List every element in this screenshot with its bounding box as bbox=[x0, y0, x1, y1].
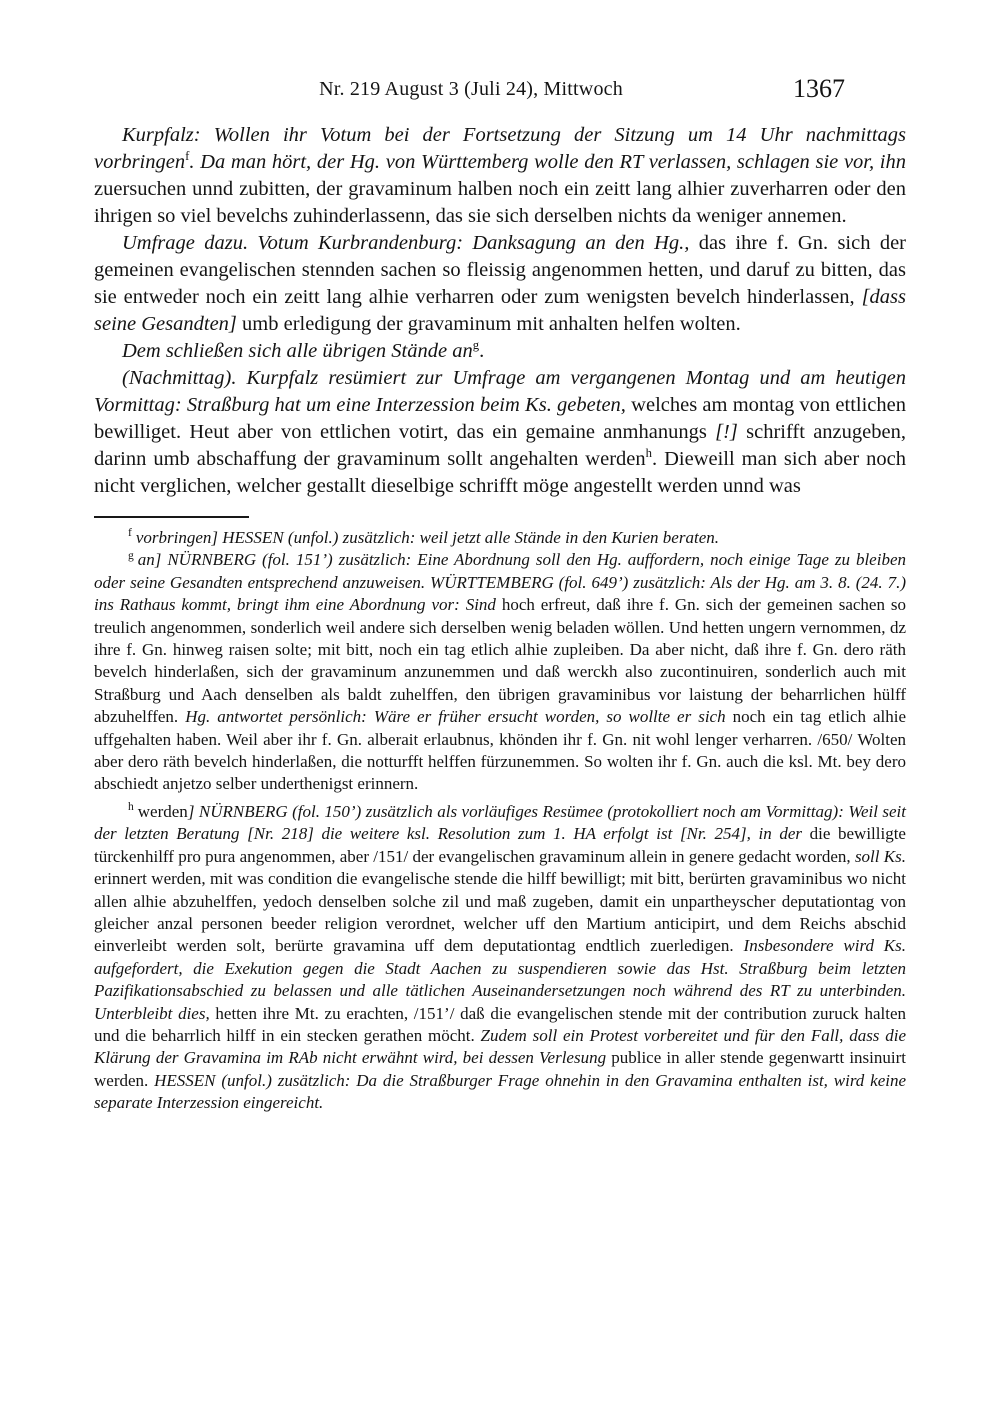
text-segment: noch ein tag etlich alhie uffgehalten haben. Weil aber ihr f. Gn. alberait erlaubnus, khönden ihr f. Gn. nit wohl lenger verharren. /650/ Wolten aber dero räth bevelch hinderlaßen, die notturfft helffen fürzunemmen. So wolten ihr f. Gn. auch die ksl. Mt. bey dero abschiedt anjetzo selber underthenigst erinnern. bbox=[94, 707, 907, 794]
text-segment: an] NÜRNBERG (fol. 151’) zusätzlich: Eine Abordnung soll den Hg. auffordern, noch einige Tage zu bleiben oder seine Gesandten entsprechend anzuweisen. WÜRTTEMBERG (fol. 649’) zusätzlich: Als der Hg. am 3. 8. (24. 7.) ins Rathaus kommt, bringt ihm eine Abordnung vor: Sind bbox=[94, 550, 906, 615]
footnote-g bbox=[94, 549, 906, 795]
paragraph bbox=[94, 338, 906, 365]
paragraph bbox=[94, 122, 906, 230]
text-segment: Zudem soll ein Protest vorbereitet und für den Fall, dass die Klärung der Gravamina im RAb nicht erwähnt wird, bei dessen Verlesung bbox=[94, 1025, 906, 1068]
text-segment: . Da man hört, der Hg. von Württemberg wolle den RT verlassen, schlagen sie vor, ihn bbox=[189, 151, 906, 173]
text-segment: soll Ks. bbox=[854, 846, 906, 866]
text-segment: hetten ihre Mt. zu erachten, /151’/ daß die evangelischen stende mit der contribution zuruck halten und die beharrlich hilff in ein stecken gerathen möcht. bbox=[94, 1003, 906, 1045]
text-segment: [dass seine Gesandten] bbox=[94, 286, 906, 335]
text-segment: Umfrage dazu. Votum Kurbrandenburg: Danksagung an den Hg., bbox=[122, 232, 690, 254]
text-segment: die bewilligte türckenhilff pro pura angenommen, aber /151/ der evangelischen gravaminum allein in genere gedacht worden, bbox=[94, 824, 906, 866]
text-segment: (Nachmittag). Kurpfalz resümiert zur Umfrage am vergangenen Montag und am heutigen Vormittag: Straßburg hat um eine Interzession beim Ks. gebeten, bbox=[94, 367, 906, 416]
text-segment: publice in aller stende gegenwartt insinuirt werden. bbox=[94, 1048, 906, 1090]
footnote-f bbox=[94, 527, 906, 549]
main-text bbox=[94, 122, 906, 500]
text-segment: Insbesondere wird Ks. aufgefordert, die Exekution gegen die Stadt Aachen zu suspendieren sowie das Hst. Straßburg beim letzten Pazifikationsabschied zu belassen und alle tätlichen Auseinandersetzungen noch während des RT zu unterbinden. Unterbleibt dies, bbox=[94, 936, 906, 1023]
text-segment: hoch erfreut, daß ihre f. Gn. sich der gemeinen sachen so treulich angenommen, sonderlich weil andere sich derselben wenig beladen wöllen. Und hetten ungern vernommen, dz ihre f. Gn. hinweg raisen solte; mit bitt, noch ein tag etlich alhie zupleiben. Da aber nicht, daß ihre f. Gn. dero räth bevelch hinderlaßen, sich der gravaminum anzunemmen und daß werckh also zucontinuiren, sonderlich auch mit Straßburg und Aach denselben als baldt zuhelffen, den übrigen gravaminibus vor laistung der beharrlichen hülff abzuhelffen. bbox=[94, 595, 906, 727]
text-segment: Hg. antwortet persönlich: Wäre er früher ersucht worden, so wollte er sich bbox=[185, 707, 733, 727]
footnote-reference-mark: g bbox=[472, 338, 480, 353]
text-segment: vorbringen] HESSEN (unfol.) zusätzlich: weil jetzt alle Stände in den Kurien beraten. bbox=[135, 528, 719, 547]
footnote-marker: f bbox=[128, 526, 132, 540]
text-segment: ] NÜRNBERG (fol. 150’) zusätzlich als vorläufiges Resümee (protokolliert noch am Vormittag): Weil seit der letzten Beratung [Nr. 218] die weitere ksl. Resolution zum 1. HA erfolgt ist [Nr. 254], in der bbox=[94, 801, 906, 844]
text-segment: werden bbox=[137, 801, 188, 821]
paragraph bbox=[94, 230, 906, 338]
footnote-marker: h bbox=[128, 800, 134, 814]
text-segment: das ihre f. Gn. sich der gemeinen evangelischen stennden sachen so fleissig angenommen hetten, und daruf zu bitten, das sie entweder noch ein zeitt lang alhie verharren oder zum wenigsten bevelch hinderlassen, bbox=[94, 232, 906, 308]
text-segment: HESSEN (unfol.) zusätzlich: Da die Straßburger Frage ohnehin in den Gravamina enthalten ist, wird keine separate Interzession eingereicht. bbox=[94, 1070, 907, 1113]
footnote-reference-mark: f bbox=[185, 149, 190, 164]
text-segment: umb erledigung der gravaminum mit anhalten helfen wolten. bbox=[236, 313, 741, 335]
running-head-title: Nr. 219 August 3 (Juli 24), Mittwoch bbox=[319, 78, 623, 100]
text-block bbox=[94, 74, 906, 1115]
text-segment: Kurpfalz: Wollen ihr Votum bei der Fortsetzung der Sitzung um 14 Uhr nachmittags vorbringen bbox=[94, 124, 906, 173]
text-segment: welches am montag von ettlichen bewilliget. Heut aber von ettlichen votirt, das ein gemaine anmhanungs bbox=[94, 394, 906, 443]
paragraph bbox=[94, 365, 906, 500]
text-segment: . bbox=[479, 340, 485, 362]
footnote-h bbox=[94, 801, 906, 1115]
text-segment: Dem schließen sich alle übrigen Stände an bbox=[122, 340, 473, 362]
footnotes bbox=[94, 518, 906, 1115]
text-segment: erinnert werden, mit was condition die evangelische stende die hilff bewilligt; mit bitt, berürten gravaminibus wo nicht allen alhie abzuhelffen, yedoch denselben solche zil und maß zugeben, damit ein unpartheyscher deputationtag von gleicher anzal personen beeder religion verordnet, welcher uff den Martium anticipirt, und dem Reichs abschid einverleibt werden solt, berürte gravamina uff dem deputationtag endtlich zuerledigen. bbox=[94, 869, 906, 956]
text-segment: . Dieweill man sich aber noch nicht verglichen, welcher gestallt dieselbige schrifft möge angestellt werden unnd was bbox=[94, 448, 907, 497]
text-segment: [!] bbox=[715, 421, 738, 443]
footnote-reference-mark: h bbox=[645, 446, 652, 461]
text-segment: schrifft anzugeben, darinn umb abschaffung der gravaminum sollt angehalten werden bbox=[94, 421, 906, 470]
footnote-marker: g bbox=[128, 548, 134, 562]
page-number: 1367 bbox=[793, 74, 845, 103]
text-segment: zuersuchen unnd zubitten, der gravaminum halben noch ein zeitt lang alhier zuverharren oder den ihrigen so viel bevelchs zuhinderlassenn, das sie sich derselben nichts da weniger annemen. bbox=[94, 178, 906, 227]
running-head bbox=[94, 74, 906, 108]
